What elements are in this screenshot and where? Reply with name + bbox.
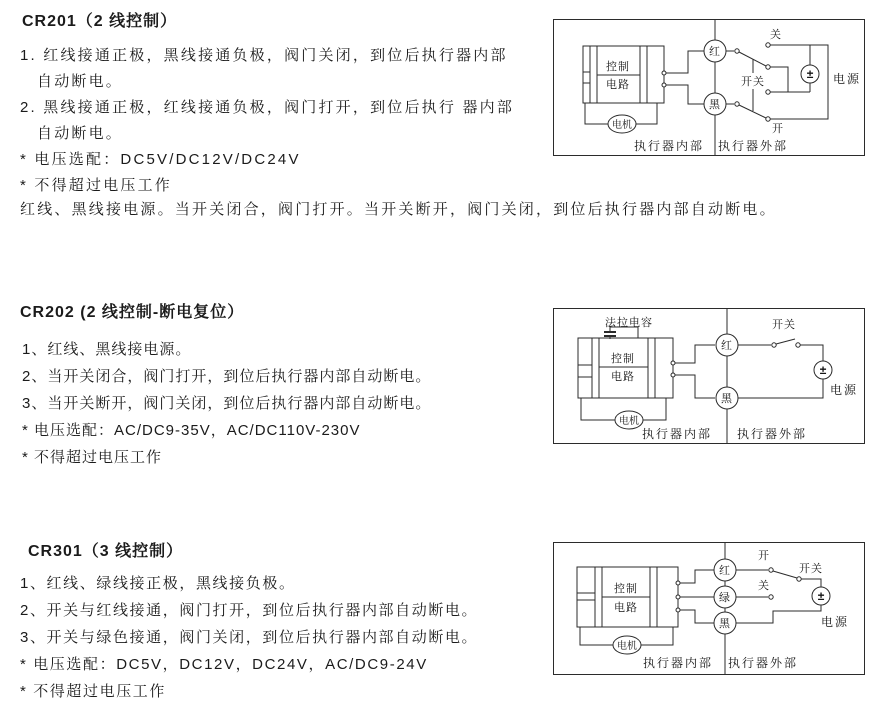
green-wire-terminal — [714, 586, 736, 608]
power-polarity-symbol: ± — [806, 67, 814, 81]
text-line: * 不得超过电压工作 — [20, 683, 167, 700]
power-label: 电源 — [829, 383, 859, 397]
motor — [581, 398, 666, 429]
power-polarity-symbol: ± — [819, 363, 827, 377]
motor — [580, 627, 673, 654]
section-cr201-body — [20, 43, 514, 199]
cr201-wiring-diagram — [553, 19, 865, 156]
motor-label: 电机 — [617, 641, 637, 652]
cr301-wiring-diagram — [553, 542, 865, 675]
section-cr201-note: 红线、黑线接电源。当开关闭合，阀门打开。当开关断开，阀门关闭，到位后执行器内部自动断电。 — [20, 201, 777, 218]
actuator-body — [583, 46, 664, 103]
text-line: * 电压选配：DC5V，DC12V，DC24V，AC/DC9-24V — [20, 656, 428, 673]
motor-label: 电机 — [619, 416, 639, 427]
text-line: 2、当开关闭合，阀门打开，到位后执行器内部自动断电。 — [22, 368, 432, 385]
control-circuit-label: 电路 — [606, 79, 630, 91]
switch-label: 开关 — [741, 76, 765, 88]
text-line: * 电压选配：AC/DC9-35V，AC/DC110V-230V — [22, 422, 361, 439]
svg-text:黑: 黑 — [721, 393, 733, 405]
text-line: 2. 黑线接通正极，红线接通负极，阀门打开，到位后执行 器内部 — [20, 99, 515, 116]
control-circuit-label: 电路 — [611, 371, 635, 383]
power-circuit — [738, 345, 858, 398]
power-label: 电源 — [820, 615, 850, 629]
text-line: 1. 红线接通正极，黑线接通负极，阀门关闭，到位后执行器内部 — [20, 47, 508, 64]
control-circuit-label: 控制 — [614, 583, 638, 595]
red-wire-terminal — [714, 559, 736, 581]
red-wire-terminal — [716, 334, 738, 356]
motor — [585, 103, 657, 133]
black-wire-terminal — [716, 387, 738, 409]
switch-label: 开关 — [799, 563, 823, 575]
actuator-external-label: 执行器外部 — [717, 139, 789, 153]
lead-wires — [671, 345, 715, 398]
section-cr202-body — [22, 336, 431, 471]
open-contact-label: 开 — [772, 123, 784, 135]
actuator-internal-label: 执行器内部 — [641, 427, 713, 441]
farad-capacitor — [604, 315, 653, 339]
actuator-internal-label: 执行器内部 — [633, 139, 705, 153]
section-cr301-heading: CR301（3 线控制） — [28, 543, 184, 560]
close-contact-label: 关 — [758, 580, 770, 592]
svg-text:绿: 绿 — [719, 592, 731, 604]
svg-text:红: 红 — [719, 565, 731, 577]
power-circuit — [770, 45, 861, 119]
text-line: 3、当开关断开，阀门关闭，到位后执行器内部自动断电。 — [22, 395, 432, 412]
svg-text:红: 红 — [709, 46, 721, 58]
open-contact-label: 开 — [758, 550, 770, 562]
actuator-internal-label: 执行器内部 — [642, 656, 714, 670]
power-label: 电源 — [832, 72, 862, 86]
close-contact-label: 关 — [770, 29, 782, 41]
text-line: * 电压选配：DC5V/DC12V/DC24V — [20, 151, 301, 168]
text-line: 1、红线、绿线接正极，黑线接负极。 — [20, 575, 296, 592]
power-polarity-symbol: ± — [817, 589, 825, 603]
svg-text:红: 红 — [721, 340, 733, 352]
power-circuit — [736, 579, 849, 629]
motor-label: 电机 — [612, 120, 632, 131]
section-cr301-body — [20, 570, 478, 703]
cr202-wiring-diagram — [553, 308, 865, 444]
switch-label: 开关 — [772, 319, 796, 331]
actuator-external-label: 执行器外部 — [727, 656, 799, 670]
section-cr201-heading: CR201（2 线控制） — [22, 13, 178, 30]
text-line: * 不得超过电压工作 — [22, 449, 163, 466]
svg-text:黑: 黑 — [719, 618, 731, 630]
text-line: 1、红线、黑线接电源。 — [22, 341, 192, 358]
text-line: 2、开关与红线接通，阀门打开，到位后执行器内部自动断电。 — [20, 602, 479, 619]
svg-text:黑: 黑 — [709, 99, 721, 111]
lead-wires — [662, 51, 704, 104]
control-circuit-label: 控制 — [611, 353, 635, 365]
actuator-external-label: 执行器外部 — [736, 427, 808, 441]
lead-wires — [676, 570, 714, 623]
actuator-body — [577, 567, 678, 627]
text-line: 3、开关与绿色接通，阀门关闭，到位后执行器内部自动断电。 — [20, 629, 479, 646]
switch — [738, 318, 800, 347]
diagram-border — [554, 20, 865, 156]
text-line: 自动断电。 — [37, 73, 124, 90]
section-cr202-heading: CR202 (2 线控制-断电复位） — [20, 304, 245, 321]
actuator-body — [578, 338, 673, 398]
text-line: * 不得超过电压工作 — [20, 177, 173, 194]
black-wire-terminal — [704, 93, 726, 115]
red-wire-terminal — [704, 40, 726, 62]
switch — [736, 549, 823, 599]
capacitor-label: 法拉电容 — [605, 317, 653, 329]
control-circuit-label: 控制 — [606, 61, 630, 73]
text-line: 自动断电。 — [37, 125, 124, 142]
black-wire-terminal — [714, 612, 736, 634]
control-circuit-label: 电路 — [614, 602, 638, 614]
